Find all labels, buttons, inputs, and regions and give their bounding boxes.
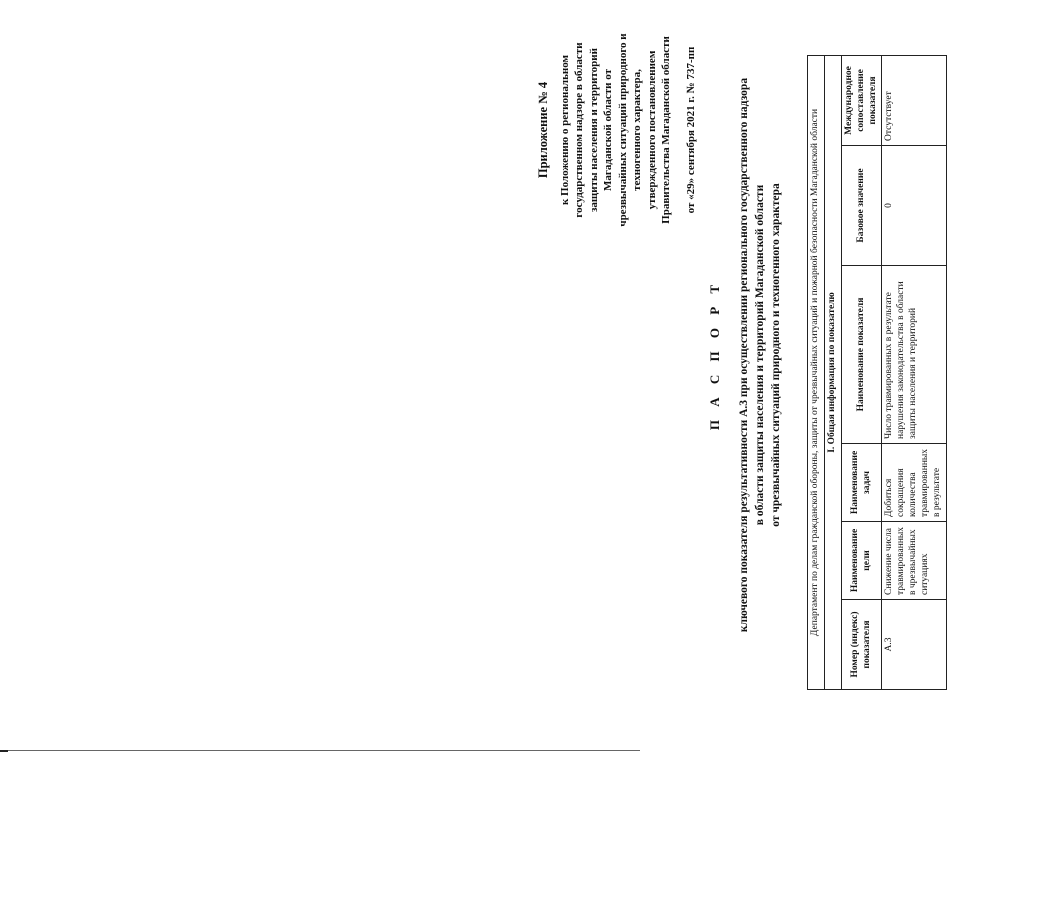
- page-divider-mark: [0, 750, 8, 752]
- header-goal: Наименование цели: [841, 522, 882, 600]
- header-indicator: Наименование показателя: [841, 266, 882, 444]
- header-tasks: Наименование задач: [841, 444, 882, 522]
- subtitle-line: ключевого показателя результативности А.3 при осуществлении регионального государственного надзора: [738, 77, 750, 633]
- cell-goal: Снижение числа травмированных в чрезвычайных ситуациях: [882, 522, 946, 600]
- department-name: Департамент по делам гражданской обороны, защиты от чрезвычайных ситуаций и пожарной безопасности Магаданской области: [808, 55, 825, 689]
- appendix-date: от «29» сентября 2021 г. № 737-пп: [684, 46, 697, 214]
- table-row: [882, 55, 946, 689]
- page-divider: [0, 750, 640, 751]
- passport-table: [807, 55, 947, 690]
- appendix-line: техногенного характера,: [631, 69, 644, 191]
- appendix-line: к Положению о региональном: [558, 54, 571, 206]
- appendix-line: защиты населения и территорий: [587, 48, 600, 212]
- rotated-page: [525, 0, 1055, 710]
- section-title: I. Общая информация по показателю: [824, 55, 841, 689]
- header-row: [841, 55, 882, 689]
- appendix-block: [535, 0, 698, 260]
- appendix-line: утвержденного постановлением: [645, 50, 658, 210]
- appendix-line: чрезвычайных ситуаций природного и: [616, 33, 629, 227]
- subtitle-line: в области защиты населения и территорий Магаданской области: [753, 184, 766, 526]
- appendix-line: государственном надзоре в области: [573, 42, 586, 218]
- appendix-line: Правительства Магаданской области: [660, 36, 673, 224]
- appendix-line: Магаданской области от: [602, 69, 615, 191]
- section-row: [824, 55, 841, 689]
- cell-tasks: Добиться сокращения количества травмированных в результате: [882, 444, 946, 522]
- cell-base: 0: [882, 146, 946, 266]
- cell-intl: Отсутствует: [882, 55, 946, 145]
- header-intl: Международное сопоставление показателя: [841, 55, 882, 145]
- cell-indicator: Число травмированных в результате нарушения законодательства в области защиты населения и территорий: [882, 266, 946, 444]
- passport-title: П А С П О Р Т: [707, 279, 722, 431]
- passport-subtitle: [737, 20, 785, 690]
- department-row: [808, 55, 825, 689]
- subtitle-line: от чрезвычайных ситуаций природного и техногенного характера: [769, 183, 782, 527]
- header-index: Номер (индекс) показателя: [841, 600, 882, 690]
- cell-index: А.3: [882, 600, 946, 690]
- appendix-title: Приложение № 4: [536, 81, 550, 179]
- header-base: Базовое значение: [841, 146, 882, 266]
